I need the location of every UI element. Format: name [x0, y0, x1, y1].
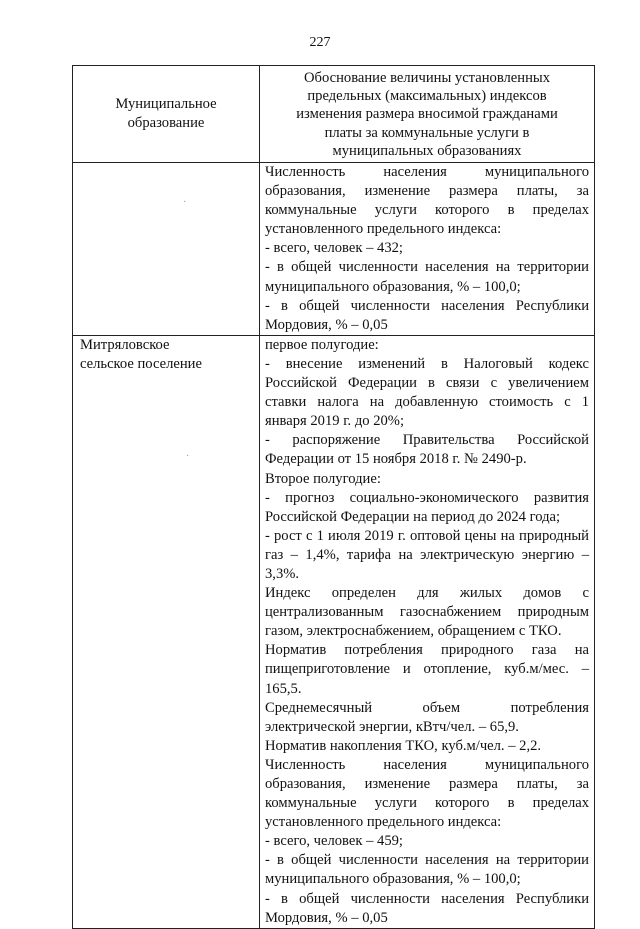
municipality-name-line: Митряловское: [80, 336, 170, 353]
scan-speck: ·: [183, 197, 187, 208]
scan-speck: ·: [186, 451, 190, 462]
justification-cell: [260, 163, 595, 336]
paragraph: - рост с 1 июля 2019 г. оптовой цены на природный газ – 1,4%, тарифа на электрическую энергию – 3,3%.: [265, 527, 589, 582]
paragraph: - распоряжение Правительства Российской Федерации от 15 ноября 2018 г. № 2490-р.: [265, 432, 589, 468]
table-row: [73, 163, 595, 336]
paragraph: Численность населения муниципального образования, изменение размера платы, за коммунальные услуги которого в пределах установленного предельного индекса:: [265, 164, 589, 238]
municipality-cell: [73, 335, 260, 928]
paragraph: - всего, человек – 459;: [265, 833, 403, 850]
justification-table: [72, 65, 595, 929]
table-row: [73, 335, 595, 928]
municipality-name-line: сельское поселение: [80, 355, 202, 372]
paragraph: - в общей численности населения Республики Мордовия, % – 0,05: [265, 297, 589, 333]
header-line: платы за коммунальные услуги в: [324, 124, 530, 141]
paragraph: - в общей численности населения на территории муниципального образования, % – 100,0;: [265, 852, 589, 888]
paragraph: - прогноз социально-экономического развития Российской Федерации на период до 2024 года;: [265, 489, 589, 525]
header-justification: [260, 66, 595, 163]
header-line: предельных (максимальных) индексов: [307, 88, 547, 105]
header-municipality: Муниципальное образование: [73, 66, 260, 163]
paragraph: Индекс определен для жилых домов с централизованным газоснабжением природным газом, электроснабжением, обращением с ТКО.: [265, 585, 589, 640]
paragraph: - внесение изменений в Налоговый кодекс Российской Федерации в связи с увеличением ставки налога на добавленную стоимость с 1 января 2019 г. до 20%;: [265, 355, 589, 430]
paragraph: Норматив потребления природного газа на пищеприготовление и отопление, куб.м/мес. – 165,5.: [265, 642, 589, 697]
paragraph: Норматив накопления ТКО, куб.м/чел. – 2,2.: [265, 737, 542, 754]
paragraph: - в общей численности населения на территории муниципального образования, % – 100,0;: [265, 259, 589, 295]
table-header-row: [73, 66, 595, 163]
header-line: Обоснование величины установленных: [303, 70, 550, 86]
paragraph: - в общей численности населения Республики Мордовия, % – 0,05: [265, 890, 589, 926]
paragraph: - всего, человек – 432;: [265, 240, 403, 257]
paragraph: Численность населения муниципального образования, изменение размера платы, за коммунальные услуги которого в пределах установленного предельного индекса:: [265, 756, 589, 831]
municipality-cell: [73, 163, 260, 336]
paragraph: первое полугодие:: [265, 336, 379, 353]
justification-cell: [260, 335, 595, 928]
page-number: 227: [309, 35, 331, 50]
header-line: изменения размера вносимой гражданами: [296, 106, 558, 123]
header-line: муниципальных образованиях: [332, 142, 522, 159]
paragraph: Второе полугодие:: [265, 470, 381, 487]
paragraph: Среднемесячный объем потребления электрической энергии, кВтч/чел. – 65,9.: [265, 699, 589, 735]
